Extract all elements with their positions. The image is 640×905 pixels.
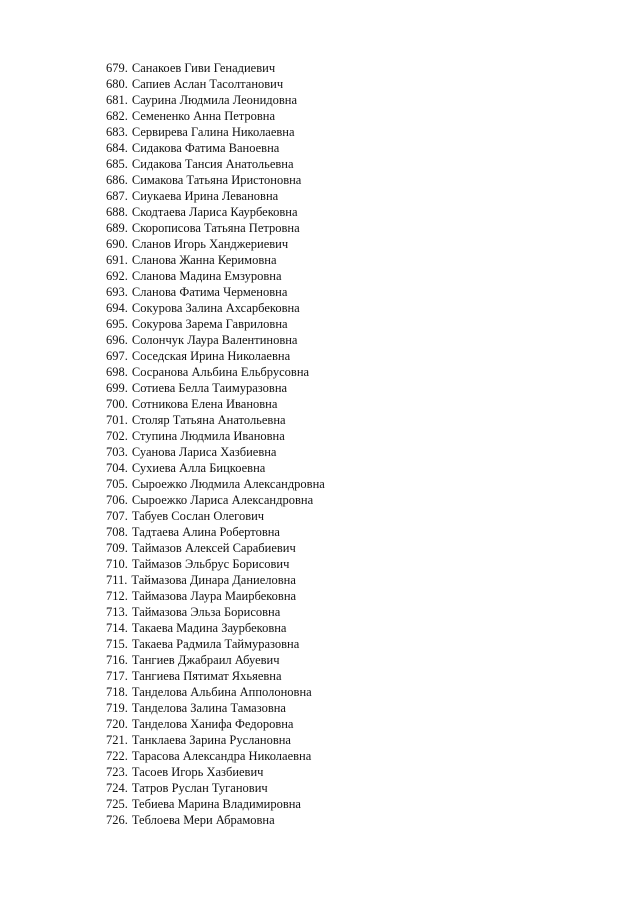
entry-full-name: Сланова Жанна Керимовна [131, 253, 277, 267]
entry-number: 716. [106, 653, 128, 667]
entry-number: 712. [106, 589, 128, 603]
list-item [106, 172, 325, 188]
entry-number: 696. [106, 333, 128, 347]
entry-number: 690. [106, 237, 128, 251]
entry-number: 720. [106, 717, 128, 731]
entry-number: 721. [106, 733, 128, 747]
entry-number: 709. [106, 541, 128, 555]
entry-number: 718. [106, 685, 128, 699]
list-item [106, 268, 325, 284]
entry-full-name: Санакоев Гиви Генадиевич [131, 61, 276, 75]
list-item [106, 572, 325, 588]
list-item [106, 236, 325, 252]
entry-full-name: Скодтаева Лариса Каурбековна [131, 205, 298, 219]
list-item [106, 364, 325, 380]
list-item [106, 508, 325, 524]
entry-full-name: Сиукаева Ирина Левановна [131, 189, 279, 203]
entry-full-name: Танделова Ханифа Федоровна [131, 717, 294, 731]
list-item [106, 556, 325, 572]
entry-full-name: Саурина Людмила Леонидовна [131, 93, 298, 107]
entry-full-name: Столяр Татьяна Анатольевна [131, 413, 286, 427]
entry-full-name: Сервирева Галина Николаевна [131, 125, 295, 139]
list-item [106, 348, 325, 364]
entry-full-name: Сотникова Елена Ивановна [131, 397, 278, 411]
list-item [106, 684, 325, 700]
list-item [106, 156, 325, 172]
entry-full-name: Табуев Сослан Олегович [131, 509, 265, 523]
entry-number: 708. [106, 525, 128, 539]
list-item [106, 92, 325, 108]
entry-full-name: Такаева Мадина Заурбековна [131, 621, 287, 635]
entry-full-name: Тангиев Джабраил Абуевич [131, 653, 280, 667]
entry-full-name: Сидакова Тансия Анатольевна [131, 157, 294, 171]
entry-full-name: Тебиева Марина Владимировна [131, 797, 301, 811]
entry-full-name: Семененко Анна Петровна [131, 109, 276, 123]
entry-number: 705. [106, 477, 128, 491]
entry-number: 717. [106, 669, 128, 683]
entry-number: 710. [106, 557, 128, 571]
entry-full-name: Татров Руслан Туганович [131, 781, 268, 795]
entry-number: 698. [106, 365, 128, 379]
entry-full-name: Таймазова Динара Даниеловна [131, 573, 296, 587]
entry-full-name: Сотиева Белла Таимуразовна [131, 381, 288, 395]
list-item [106, 108, 325, 124]
list-item [106, 220, 325, 236]
entry-full-name: Танделова Залина Тамазовна [131, 701, 286, 715]
list-item [106, 412, 325, 428]
list-item [106, 76, 325, 92]
entry-number: 725. [106, 797, 128, 811]
list-item [106, 316, 325, 332]
entry-full-name: Такаева Радмила Таймуразовна [131, 637, 300, 651]
name-list [106, 60, 325, 828]
list-item [106, 764, 325, 780]
entry-full-name: Сапиев Аслан Тасолтанович [131, 77, 284, 91]
entry-full-name: Тангиева Пятимат Яхьяевна [131, 669, 282, 683]
entry-full-name: Танклаева Зарина Руслановна [131, 733, 291, 747]
entry-full-name: Сланова Фатима Черменовна [131, 285, 288, 299]
list-item [106, 524, 325, 540]
entry-full-name: Сосранова Альбина Ельбрусовна [131, 365, 310, 379]
list-item [106, 476, 325, 492]
entry-number: 715. [106, 637, 128, 651]
entry-number: 711. [106, 573, 128, 587]
entry-number: 683. [106, 125, 128, 139]
list-item [106, 812, 325, 828]
list-item [106, 188, 325, 204]
entry-full-name: Сыроежко Лариса Александровна [131, 493, 314, 507]
entry-full-name: Теблоева Мери Абрамовна [131, 813, 275, 827]
list-item [106, 300, 325, 316]
entry-number: 694. [106, 301, 128, 315]
entry-full-name: Солончук Лаура Валентиновна [131, 333, 298, 347]
list-item [106, 332, 325, 348]
entry-number: 722. [106, 749, 128, 763]
entry-number: 685. [106, 157, 128, 171]
entry-number: 701. [106, 413, 128, 427]
entry-number: 726. [106, 813, 128, 827]
list-item [106, 780, 325, 796]
list-item [106, 428, 325, 444]
list-item [106, 124, 325, 140]
entry-number: 686. [106, 173, 128, 187]
entry-number: 702. [106, 429, 128, 443]
entry-number: 695. [106, 317, 128, 331]
list-item [106, 252, 325, 268]
entry-full-name: Таймазов Эльбрус Борисович [131, 557, 290, 571]
entry-number: 689. [106, 221, 128, 235]
list-item [106, 540, 325, 556]
entry-number: 707. [106, 509, 128, 523]
entry-number: 703. [106, 445, 128, 459]
entry-number: 684. [106, 141, 128, 155]
list-item [106, 668, 325, 684]
entry-full-name: Суанова Лариса Хазбиевна [131, 445, 277, 459]
entry-number: 704. [106, 461, 128, 475]
entry-full-name: Соседская Ирина Николаевна [131, 349, 291, 363]
entry-number: 688. [106, 205, 128, 219]
entry-number: 679. [106, 61, 128, 75]
list-item [106, 652, 325, 668]
entry-full-name: Тасоев Игорь Хазбиевич [131, 765, 264, 779]
list-item [106, 748, 325, 764]
entry-number: 714. [106, 621, 128, 635]
list-item [106, 60, 325, 76]
entry-number: 699. [106, 381, 128, 395]
entry-full-name: Таймазова Лаура Маирбековна [131, 589, 297, 603]
list-item [106, 604, 325, 620]
entry-number: 724. [106, 781, 128, 795]
entry-full-name: Тарасова Александра Николаевна [131, 749, 312, 763]
entry-full-name: Сланов Игорь Ханджериевич [131, 237, 289, 251]
entry-full-name: Симакова Татьяна Иристоновна [131, 173, 302, 187]
list-item [106, 700, 325, 716]
entry-number: 680. [106, 77, 128, 91]
list-item [106, 460, 325, 476]
entry-full-name: Таймазова Эльза Борисовна [131, 605, 281, 619]
list-item [106, 204, 325, 220]
list-item [106, 636, 325, 652]
entry-number: 700. [106, 397, 128, 411]
list-item [106, 716, 325, 732]
entry-number: 719. [106, 701, 128, 715]
list-item [106, 140, 325, 156]
entry-full-name: Ступина Людмила Ивановна [131, 429, 285, 443]
entry-number: 687. [106, 189, 128, 203]
entry-full-name: Сидакова Фатима Ваноевна [131, 141, 280, 155]
entry-number: 706. [106, 493, 128, 507]
entry-full-name: Тадтаева Алина Робертовна [131, 525, 280, 539]
entry-number: 682. [106, 109, 128, 123]
entry-number: 681. [106, 93, 128, 107]
entry-full-name: Сокурова Зарема Гавриловна [131, 317, 288, 331]
entry-full-name: Сухиева Алла Бицкоевна [131, 461, 266, 475]
entry-number: 691. [106, 253, 128, 267]
list-item [106, 396, 325, 412]
list-item [106, 588, 325, 604]
list-item [106, 444, 325, 460]
entry-full-name: Сланова Мадина Емзуровна [131, 269, 282, 283]
list-item [106, 380, 325, 396]
list-item [106, 284, 325, 300]
entry-full-name: Скорописова Татьяна Петровна [131, 221, 300, 235]
list-item [106, 732, 325, 748]
entry-full-name: Сокурова Залина Ахсарбековна [131, 301, 300, 315]
entry-number: 692. [106, 269, 128, 283]
list-item [106, 492, 325, 508]
entry-full-name: Таймазов Алексей Сарабиевич [131, 541, 296, 555]
entry-full-name: Танделова Альбина Апполоновна [131, 685, 312, 699]
entry-number: 713. [106, 605, 128, 619]
entry-full-name: Сыроежко Людмила Александровна [131, 477, 325, 491]
entry-number: 723. [106, 765, 128, 779]
entry-number: 693. [106, 285, 128, 299]
entry-number: 697. [106, 349, 128, 363]
list-item [106, 620, 325, 636]
list-item [106, 796, 325, 812]
